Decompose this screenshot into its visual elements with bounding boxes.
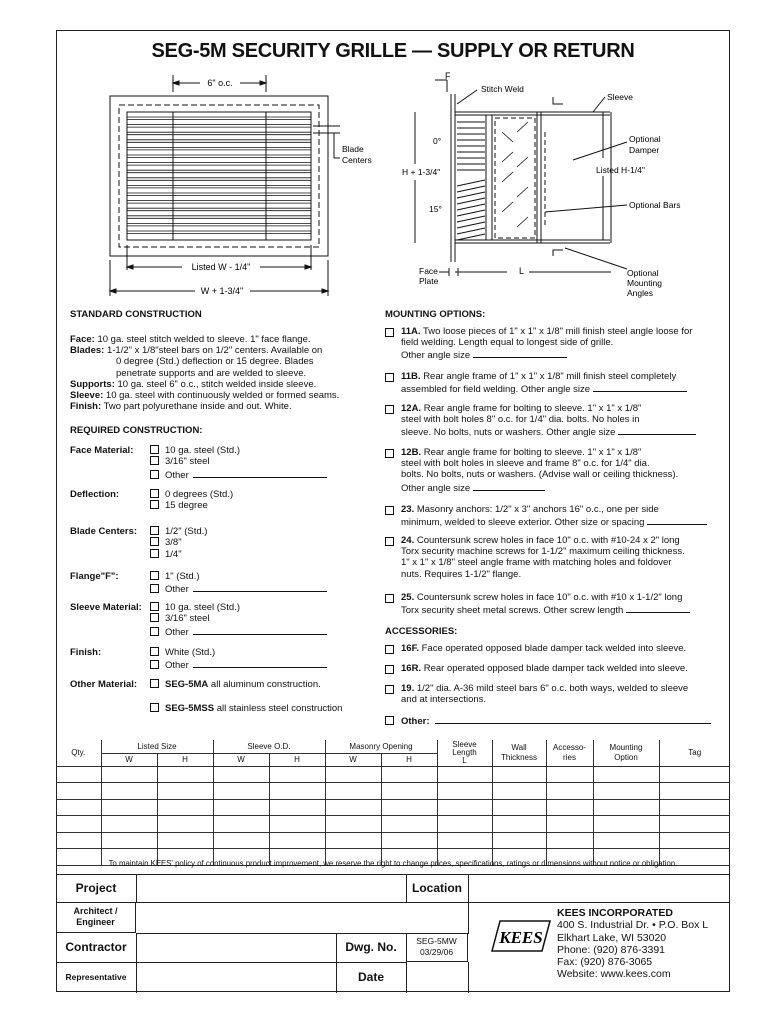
contractor-label: Contractor <box>56 933 137 963</box>
mounting-code: 25. <box>401 592 415 603</box>
checkbox[interactable] <box>150 489 159 498</box>
standard-key: Supports: <box>70 378 115 390</box>
table-cell[interactable] <box>492 766 546 783</box>
table-cell[interactable] <box>213 799 269 816</box>
blade-centers-label <box>342 144 372 165</box>
company-phone: Phone: (920) 876-3391 <box>557 943 665 956</box>
table-cell[interactable] <box>56 799 101 816</box>
required-option <box>150 703 342 716</box>
standard-value: 0 degree (Std.) deflection or 15 degree. Blades <box>116 356 314 368</box>
option-label: Other <box>165 469 189 481</box>
table-cell[interactable] <box>492 832 546 849</box>
checkbox[interactable] <box>385 665 394 674</box>
table-cell[interactable] <box>492 816 546 833</box>
company-info <box>557 907 708 981</box>
table-cell[interactable] <box>492 783 546 800</box>
option-label: Other <box>165 626 189 638</box>
blank-input[interactable] <box>647 515 707 525</box>
checkbox[interactable] <box>150 627 159 636</box>
table-cell[interactable] <box>437 783 492 800</box>
required-label: Sleeve Material: <box>70 602 142 613</box>
architect-label: Architect / Engineer <box>56 902 136 933</box>
accessories-line <box>401 663 688 676</box>
mounting-text: sleeve. No bolts, nuts or washers. Other angle size <box>401 427 616 439</box>
company-name: KEES INCORPORATED <box>557 907 673 919</box>
mounting-text: Countersunk screw holes in face 10" o.c. with #10 x 1-1/2" long <box>416 592 683 603</box>
table-cell[interactable] <box>593 799 659 816</box>
table-cell[interactable] <box>269 766 325 783</box>
standard-value: penetrate supports and are welded to sleeve. <box>116 367 307 379</box>
mounting-text: bolts. No bolts, nuts or washers. (Advise wall or ceiling thickness). <box>401 469 679 481</box>
side-view-diagram <box>395 72 715 304</box>
table-cell[interactable] <box>213 783 269 800</box>
side-blade-15deg <box>457 180 485 186</box>
table-row <box>56 783 730 800</box>
blank-input[interactable] <box>473 481 545 491</box>
standard-line <box>70 401 292 414</box>
checkbox[interactable] <box>150 602 159 611</box>
mounting-line <box>401 382 687 397</box>
required-option <box>150 468 327 483</box>
option-label: 0 degrees (Std.) <box>165 489 234 500</box>
required-option <box>150 658 327 673</box>
contractor-field[interactable] <box>136 933 337 963</box>
blank-input[interactable] <box>626 603 690 613</box>
side-blade-15deg <box>457 222 485 228</box>
table-cell[interactable] <box>325 832 381 849</box>
table-cell[interactable] <box>56 766 101 783</box>
other-input[interactable] <box>193 468 327 478</box>
option-label: 3/16" steel <box>165 613 210 625</box>
option-label: 1/4" <box>165 548 182 560</box>
side-blade-15deg <box>457 210 485 216</box>
dwg-no-label: Dwg. No. <box>336 933 407 963</box>
table-cell[interactable] <box>101 832 157 849</box>
table-cell[interactable] <box>659 816 730 833</box>
mounting-text: Two loose pieces of 1" x 1" x 1/8" mill finish steel angle loose for <box>423 326 693 337</box>
standard-value: Two part polyurethane inside and out. White. <box>101 401 292 413</box>
mounting-heading: MOUNTING OPTIONS: <box>385 309 486 320</box>
blank-input[interactable] <box>435 714 711 724</box>
company-website[interactable]: Website: www.kees.com <box>557 968 671 981</box>
schedule-table <box>56 740 730 866</box>
masonry-header: Masonry Opening <box>325 740 437 753</box>
required-option <box>150 549 182 562</box>
mounting-text: Other angle size <box>401 482 471 494</box>
table-row <box>56 799 730 816</box>
other-input[interactable] <box>193 582 327 592</box>
date-label: Date <box>336 962 407 993</box>
checkbox[interactable] <box>150 526 159 535</box>
date-field[interactable] <box>406 962 469 993</box>
accessories-line <box>401 643 686 656</box>
mounting-code: 12A. <box>401 403 422 414</box>
option-label: 10 ga. steel (Std.) <box>165 602 240 613</box>
mounting-option-header: Mounting Option <box>593 740 659 766</box>
accessories-code: 16F. <box>401 643 419 654</box>
mounting-text: Torx security sheet metal screws. Other screw length <box>401 605 624 617</box>
listed-h: H <box>157 753 213 766</box>
mounting-text: nuts. Requires 1-1/2" flange. <box>401 568 522 580</box>
side-blade-15deg <box>457 216 485 222</box>
blank-input[interactable] <box>618 425 696 435</box>
mounting-line <box>401 481 545 496</box>
table-cell[interactable] <box>56 816 101 833</box>
table-cell[interactable] <box>381 799 437 816</box>
mounting-text: Rear angle frame for bolting to sleeve. 1" x 1" x 1/8" <box>423 403 642 414</box>
option-label: 1" (Std.) <box>165 571 200 582</box>
accessories-heading: ACCESSORIES: <box>385 626 458 637</box>
table-cell[interactable] <box>325 766 381 783</box>
h-total-label: H + 1-3/4" <box>402 167 441 177</box>
optional-bars-label: Optional Bars <box>629 200 681 210</box>
mounting-text: minimum, welded to sleeve exterior. Other size or spacing <box>401 517 645 529</box>
representative-field[interactable] <box>136 962 337 993</box>
checkbox[interactable] <box>385 716 394 725</box>
standard-key: Sleeve: <box>70 390 104 401</box>
accessories-line <box>401 714 711 729</box>
table-cell[interactable] <box>325 799 381 816</box>
checkbox[interactable] <box>150 679 159 688</box>
architect-field[interactable] <box>136 902 469 934</box>
mounting-text: Masonry anchors: 1/2" x 3" anchors 16" o.c., one per side <box>416 504 659 515</box>
option-label: Other <box>165 584 189 596</box>
checkbox[interactable] <box>150 549 159 558</box>
table-cell[interactable] <box>659 783 730 800</box>
stitch-weld-label: Stitch Weld <box>481 84 524 94</box>
standard-heading: STANDARD CONSTRUCTION <box>70 309 202 320</box>
table-cell[interactable] <box>213 832 269 849</box>
checkbox[interactable] <box>385 506 394 515</box>
other-input[interactable] <box>193 625 327 635</box>
table-cell[interactable] <box>325 816 381 833</box>
table-cell[interactable] <box>157 783 213 800</box>
table-cell[interactable] <box>101 783 157 800</box>
table-cell[interactable] <box>437 816 492 833</box>
mounting-text: steel with bolt holes in sleeve and frame 8" o.c. for 1/4" dia. <box>401 458 650 470</box>
accessories-text: Rear operated opposed blade damper tack welded into sleeve. <box>423 663 688 674</box>
tag-header: Tag <box>659 740 730 766</box>
required-option <box>150 679 321 692</box>
company-city: Elkhart Lake, WI 53020 <box>557 931 667 944</box>
title-block <box>56 874 730 993</box>
required-label: Blade Centers: <box>70 526 138 537</box>
table-cell[interactable] <box>546 816 593 833</box>
front-view-diagram <box>100 70 400 302</box>
option-label: SEG-5MA <box>165 679 209 690</box>
checkbox[interactable] <box>150 456 159 465</box>
checkbox[interactable] <box>150 703 159 712</box>
standard-key: Finish: <box>70 401 102 413</box>
required-label: Face Material: <box>70 445 134 456</box>
table-cell[interactable] <box>157 799 213 816</box>
standard-value: 10 ga. steel with continuously welded or formed seams. <box>103 390 340 401</box>
table-cell[interactable] <box>381 816 437 833</box>
checkbox[interactable] <box>150 584 159 593</box>
accessories-code: 16R. <box>401 663 422 674</box>
sleeve-od-header: Sleeve O.D. <box>213 740 325 753</box>
table-cell[interactable] <box>437 799 492 816</box>
table-cell[interactable] <box>546 832 593 849</box>
table-cell[interactable] <box>381 783 437 800</box>
policy-footnote: To maintain KEES' policy of continuous product improvement, we reserve the right to change prices, specifications, ratings or dimensions without notice or obligation. <box>108 859 678 868</box>
mounting-code: 11A. <box>401 326 421 337</box>
mounting-code: 24. <box>401 535 415 546</box>
blade-centers-text-line2: Centers <box>342 155 372 165</box>
mounting-text: Rear angle frame of 1" x 1" x 1/8" mill finish steel completely <box>423 371 677 382</box>
sleeve-label: Sleeve <box>607 92 633 102</box>
mounting-text: Rear angle frame for bolting to sleeve. 1" x 1" x 1/8" <box>423 447 642 458</box>
table-cell[interactable] <box>269 816 325 833</box>
table-cell[interactable] <box>381 766 437 783</box>
optional-angles-label: Optional Mounting Angles <box>627 268 662 298</box>
project-field[interactable] <box>136 875 407 903</box>
table-cell[interactable] <box>492 799 546 816</box>
blank-input[interactable] <box>473 348 567 358</box>
mounting-text: field welding. Length equal to longest side of grille. <box>401 337 614 349</box>
option-label: 1/2" (Std.) <box>165 526 208 537</box>
w-total-label: W + 1-3/4" <box>200 286 244 296</box>
masonry-w: W <box>325 753 381 766</box>
sleeve-h: H <box>269 753 325 766</box>
checkbox[interactable] <box>385 328 394 337</box>
company-address: 400 S. Industrial Dr. • P.O. Box L <box>557 919 709 932</box>
standard-value: 10 ga. steel 6" o.c., stitch welded inside sleeve. <box>114 378 317 390</box>
checkbox[interactable] <box>385 373 394 382</box>
checkbox[interactable] <box>150 537 159 546</box>
wall-thickness-header: Wall Thickness <box>492 740 546 766</box>
required-heading: REQUIRED CONSTRUCTION: <box>70 425 203 436</box>
standard-value: 10 ga. steel stitch welded to sleeve. 1" face flange. <box>94 334 311 345</box>
option-label: Other <box>165 660 189 672</box>
company-fax: Fax: (920) 876-3065 <box>557 956 653 969</box>
oc-label: 6" o.c. <box>207 78 233 88</box>
table-cell[interactable] <box>101 799 157 816</box>
checkbox[interactable] <box>385 537 394 546</box>
listed-w-label: Listed W - 1/4" <box>191 262 251 272</box>
other-input[interactable] <box>193 658 327 668</box>
required-label: Flange"F": <box>70 571 119 582</box>
checkbox[interactable] <box>385 645 394 654</box>
checkbox[interactable] <box>385 405 394 414</box>
mounting-text: Countersunk screw holes in face 10" o.c. with #10-24 x 2" long <box>416 535 680 546</box>
l-label: L <box>519 266 525 276</box>
table-row <box>56 816 730 833</box>
sleeve-length-header: Sleeve Length L <box>437 740 492 766</box>
table-cell[interactable] <box>213 766 269 783</box>
accessories-text: 1/2" dia. A-36 mild steel bars 6" o.c. both ways, welded to sleeve <box>416 683 689 694</box>
checkbox[interactable] <box>150 571 159 580</box>
option-label: 3/8" <box>165 537 182 549</box>
table-cell[interactable] <box>101 816 157 833</box>
location-label: Location <box>406 875 469 903</box>
table-row <box>56 766 730 783</box>
required-option <box>150 500 208 513</box>
table-cell[interactable] <box>593 816 659 833</box>
logo-text: KEES <box>499 928 543 947</box>
mounting-text: Torx security machine screws for 1-1/2" maximum ceiling thickness. <box>401 546 685 558</box>
table-cell[interactable] <box>593 832 659 849</box>
table-cell[interactable] <box>546 799 593 816</box>
standard-key: Face: <box>70 334 95 345</box>
checkbox[interactable] <box>150 647 159 656</box>
mounting-text: steel with bolt holes 8" o.c. for 1/4" dia. bolts. No holes in <box>401 414 640 426</box>
table-cell[interactable] <box>157 816 213 833</box>
masonry-h: H <box>381 753 437 766</box>
table-cell[interactable] <box>157 832 213 849</box>
table-cell[interactable] <box>269 783 325 800</box>
f-label: F <box>445 72 451 81</box>
mounting-line <box>401 348 567 363</box>
table-cell[interactable] <box>593 766 659 783</box>
side-blade-15deg <box>457 234 485 240</box>
mounting-text: Other angle size <box>401 350 471 362</box>
blade-centers-text: Blade <box>342 144 364 154</box>
accessories-code: 19. <box>401 683 415 694</box>
accessories-header: Accesso- ries <box>546 740 593 766</box>
checkbox[interactable] <box>385 449 394 458</box>
table-cell[interactable] <box>157 766 213 783</box>
option-description: all stainless steel construction <box>214 703 343 714</box>
optional-damper-text: Optional <box>629 134 661 144</box>
checkbox[interactable] <box>150 613 159 622</box>
required-label: Deflection: <box>70 489 120 500</box>
mounting-text: 1" x 1" x 1/8" steel angle frame with matching holes and foldover <box>401 557 672 569</box>
mounting-line <box>401 569 521 582</box>
standard-key: Blades: <box>70 345 105 357</box>
table-cell[interactable] <box>437 832 492 849</box>
grille-opening <box>127 112 311 240</box>
accessories-code: Other: <box>401 716 430 727</box>
table-cell[interactable] <box>101 766 157 783</box>
option-label: SEG-5MSS <box>165 703 215 714</box>
table-cell[interactable] <box>56 783 101 800</box>
accessories-text: Face operated opposed blade damper tack welded into sleeve. <box>421 643 687 654</box>
checkbox[interactable] <box>385 685 394 694</box>
mounting-code: 12B. <box>401 447 422 458</box>
qty-header: Qty. <box>56 740 101 766</box>
required-option <box>150 625 327 640</box>
table-cell[interactable] <box>269 832 325 849</box>
fifteen-deg-label: 15° <box>429 204 442 214</box>
listed-h-label: Listed H-1/4" <box>596 165 645 175</box>
representative-label: Representative <box>56 962 137 993</box>
option-label: White (Std.) <box>165 647 216 658</box>
checkbox[interactable] <box>150 470 159 479</box>
checkbox[interactable] <box>150 660 159 669</box>
checkbox[interactable] <box>150 500 159 509</box>
table-cell[interactable] <box>593 783 659 800</box>
accessories-line <box>401 694 486 707</box>
table-cell[interactable] <box>325 783 381 800</box>
optional-damper-text-line2: Damper <box>629 145 660 155</box>
table-row <box>56 832 730 849</box>
accessories-text: and at intersections. <box>401 694 487 706</box>
table-cell[interactable] <box>659 832 730 849</box>
zero-deg-label: 0° <box>433 136 442 146</box>
side-blade-15deg <box>457 192 485 198</box>
option-label: 3/16" steel <box>165 456 210 468</box>
side-blade-15deg <box>457 186 485 192</box>
required-label: Finish: <box>70 647 102 658</box>
project-label: Project <box>56 875 137 903</box>
page-title: SEG-5M SECURITY GRILLE — SUPPLY OR RETURN <box>151 40 635 62</box>
table-cell[interactable] <box>546 783 593 800</box>
required-label: Other Material: <box>70 679 138 690</box>
mounting-text: assembled for field welding. Other angle size <box>401 384 591 396</box>
table-cell[interactable] <box>437 766 492 783</box>
table-cell[interactable] <box>213 816 269 833</box>
option-description: all aluminum construction. <box>208 679 321 690</box>
mounting-line <box>401 603 690 618</box>
table-cell[interactable] <box>546 766 593 783</box>
table-cell[interactable] <box>56 832 101 849</box>
table-cell[interactable] <box>659 766 730 783</box>
option-label: 15 degree <box>165 500 208 512</box>
location-field[interactable] <box>468 875 730 903</box>
table-cell[interactable] <box>659 799 730 816</box>
mounting-code: 11B. <box>401 371 421 382</box>
mounting-line <box>401 515 707 530</box>
face-plate-outline <box>110 96 328 256</box>
face-plate-label: Face Plate <box>419 266 439 286</box>
sleeve-w: W <box>213 753 269 766</box>
side-blade-15deg <box>457 204 485 210</box>
standard-value: 1-1/2" x 1/8"steel bars on 1/2" centers. Available on <box>104 345 323 357</box>
mounting-line <box>401 425 696 440</box>
side-blade-15deg <box>457 228 485 234</box>
checkbox[interactable] <box>150 445 159 454</box>
mounting-code: 23. <box>401 504 415 515</box>
option-label: 10 ga. steel (Std.) <box>165 445 240 456</box>
kees-logo <box>490 919 552 953</box>
optional-damper-label <box>629 134 661 155</box>
dwg-number: SEG-5MW 03/29/06 <box>406 933 468 962</box>
listed-size-header: Listed Size <box>101 740 213 753</box>
listed-w: W <box>101 753 157 766</box>
checkbox[interactable] <box>385 594 394 603</box>
side-blade-15deg <box>457 198 485 204</box>
table-cell[interactable] <box>381 832 437 849</box>
table-cell[interactable] <box>269 799 325 816</box>
required-option <box>150 582 327 597</box>
blank-input[interactable] <box>593 382 687 392</box>
